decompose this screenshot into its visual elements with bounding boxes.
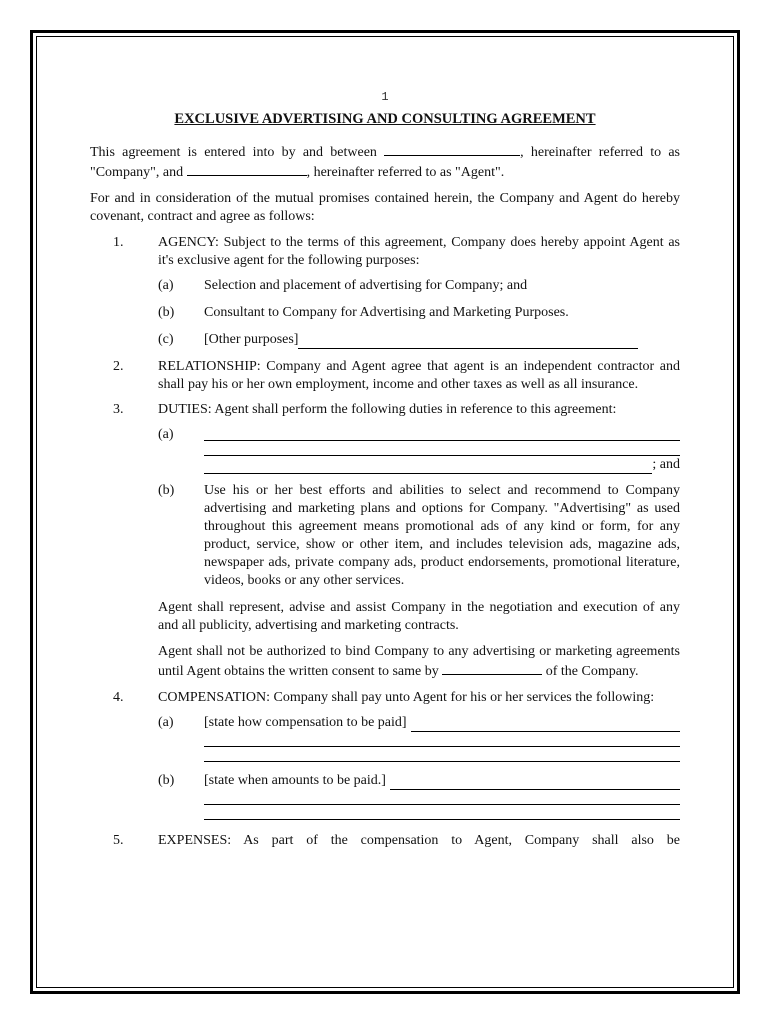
item-text: Consultant to Company for Advertising and Marketing Purposes. [204, 305, 569, 320]
duties-item-b [90, 482, 680, 590]
item-text: Use his or her best efforts and abilities to select and recommend to Company advertising and marketing plans and options for Company. "Advertising" as used throughout this agreement means promotional ads of any kind or form, for any product, service, show or other item, and includes television ads, magazine ads, newspaper ads, private company ads, product endorsements, promotional literature, videos, books or any other services. [204, 483, 680, 588]
document-title: EXCLUSIVE ADVERTISING AND CONSULTING AGREEMENT [174, 111, 596, 127]
duties-a-line-2[interactable] [204, 441, 680, 456]
compensation-a-line-2[interactable] [204, 732, 680, 747]
section-text: EXPENSES: As part of the compensation to Agent, Company shall also be [158, 833, 680, 848]
consideration-paragraph: For and in consideration of the mutual promises contained herein, the Company and Agent do hereby covenant, contract and agree as follows: [90, 191, 680, 224]
item-label: (b) [158, 773, 175, 788]
compensation-b-line-2[interactable] [204, 790, 680, 805]
agency-item-c [90, 331, 680, 349]
duties-paragraph-represent: Agent shall represent, advise and assist Company in the negotiation and execution of any and all publicity, advertising and marketing contracts. [158, 600, 680, 633]
section-number: 1. [113, 235, 124, 250]
duties-a-line-3[interactable] [204, 459, 652, 474]
item-text: [state how compensation to be paid] [204, 715, 407, 730]
item-text: [Other purposes] [204, 332, 299, 347]
section-text: DUTIES: Agent shall perform the following duties in reference to this agreement: [158, 402, 617, 417]
compensation-b-line-3[interactable] [204, 805, 680, 820]
duties-item-a [90, 426, 680, 474]
section-number: 3. [113, 402, 124, 417]
section-expenses [90, 832, 680, 850]
authorization-text-1: Agent shall not be authorized to bind Company to any advertising or marketing agreements until Agent obtains the written consent to same by [158, 644, 680, 679]
company-name-blank[interactable] [384, 142, 520, 156]
compensation-a-line-1[interactable] [411, 717, 680, 732]
item-text: Selection and placement of advertising for Company; and [204, 278, 528, 293]
duties-paragraph-authorization [90, 643, 680, 681]
section-number: 5. [113, 833, 124, 848]
section-number: 4. [113, 690, 124, 705]
item-text: [state when amounts to be paid.] [204, 773, 386, 788]
item-label: (b) [158, 305, 175, 320]
intro-text-1: This agreement is entered into by and between [90, 145, 377, 160]
item-label: (b) [158, 483, 175, 498]
intro-text-2: , hereinafter referred to as [520, 145, 681, 160]
intro-line-2 [90, 162, 680, 182]
section-relationship [90, 358, 680, 394]
duties-a-line-1[interactable] [204, 426, 680, 441]
section-compensation [90, 689, 680, 707]
agent-name-blank[interactable] [187, 162, 307, 176]
authorization-text-2: of the Company. [545, 664, 639, 679]
section-number: 2. [113, 359, 124, 374]
agency-item-a [90, 277, 680, 295]
document-page [90, 90, 680, 857]
item-text: ; and [652, 457, 680, 472]
compensation-b-line-1[interactable] [390, 775, 680, 790]
consent-party-blank[interactable] [442, 661, 542, 675]
section-text: AGENCY: Subject to the terms of this agreement, Company does hereby appoint Agent as it's exclusive agent for the following purposes: [158, 235, 680, 268]
item-label: (a) [158, 715, 174, 730]
agency-item-b [90, 304, 680, 322]
intro-line-1 [90, 142, 680, 162]
other-purposes-blank[interactable] [298, 334, 638, 349]
compensation-a-line-3[interactable] [204, 747, 680, 762]
compensation-item-b [90, 772, 680, 820]
section-text: RELATIONSHIP: Company and Agent agree that agent is an independent contractor and shall pay his or her own employment, income and other taxes as well as all insurance. [158, 359, 680, 392]
intro-text-4: , hereinafter referred to as "Agent". [306, 165, 505, 180]
page-number: 1 [381, 90, 389, 104]
section-duties [90, 401, 680, 419]
section-agency [90, 234, 680, 270]
item-label: (a) [158, 278, 174, 293]
intro-text-3: "Company", and [90, 165, 184, 180]
section-text: COMPENSATION: Company shall pay unto Agent for his or her services the following: [158, 690, 655, 705]
item-label: (c) [158, 332, 174, 347]
compensation-item-a [90, 714, 680, 762]
item-label: (a) [158, 427, 174, 442]
